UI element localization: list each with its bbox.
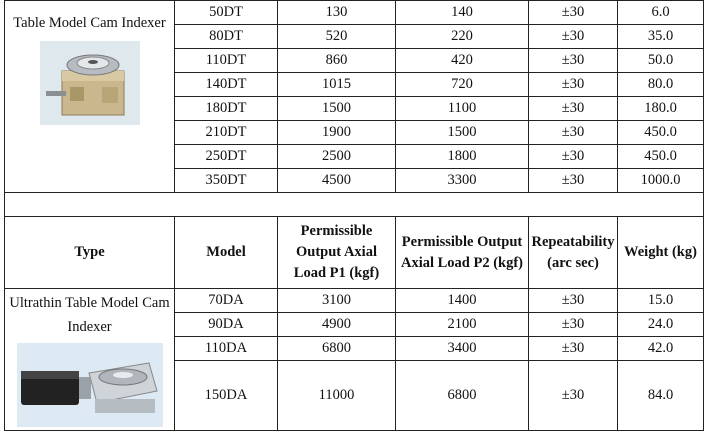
weight-cell: 35.0 (618, 25, 704, 49)
p2-cell: 2100 (396, 313, 529, 337)
model-cell: 50DT (175, 1, 278, 25)
spacer-row (5, 193, 704, 217)
p2-cell: 1500 (396, 121, 529, 145)
ultrathin-cam-indexer-photo-icon (17, 343, 163, 427)
weight-cell: 80.0 (618, 73, 704, 97)
repeatability-cell: ±30 (529, 49, 618, 73)
p2-cell: 6800 (396, 361, 529, 431)
p1-cell: 11000 (278, 361, 396, 431)
weight-cell: 180.0 (618, 97, 704, 121)
weight-cell: 450.0 (618, 145, 704, 169)
p2-cell: 720 (396, 73, 529, 97)
weight-cell: 50.0 (618, 49, 704, 73)
repeatability-cell: ±30 (529, 145, 618, 169)
type-label: Ultrathin Table Model Cam Indexer (9, 295, 170, 335)
repeatability-cell: ±30 (529, 289, 618, 313)
p1-cell: 860 (278, 49, 396, 73)
repeatability-cell: ±30 (529, 25, 618, 49)
type-cell-ultrathin (5, 289, 175, 431)
table-row (5, 1, 704, 25)
spacer-cell (5, 193, 704, 217)
header-p1: Permissible Output Axial Load P1 (kgf) (278, 217, 396, 289)
weight-cell: 450.0 (618, 121, 704, 145)
repeatability-cell: ±30 (529, 1, 618, 25)
header-type: Type (5, 217, 175, 289)
p1-cell: 2500 (278, 145, 396, 169)
model-cell: 110DA (175, 337, 278, 361)
repeatability-cell: ±30 (529, 73, 618, 97)
p2-cell: 420 (396, 49, 529, 73)
header-row (5, 217, 704, 289)
type-label: Table Model Cam Indexer (13, 15, 166, 31)
p1-cell: 1500 (278, 97, 396, 121)
repeatability-cell: ±30 (529, 361, 618, 431)
model-cell: 70DA (175, 289, 278, 313)
weight-cell: 84.0 (618, 361, 704, 431)
repeatability-cell: ±30 (529, 169, 618, 193)
model-cell: 90DA (175, 313, 278, 337)
p1-cell: 6800 (278, 337, 396, 361)
header-weight: Weight (kg) (618, 217, 704, 289)
p2-cell: 1800 (396, 145, 529, 169)
model-cell: 150DA (175, 361, 278, 431)
table-row (5, 289, 704, 313)
model-cell: 250DT (175, 145, 278, 169)
p2-cell: 140 (396, 1, 529, 25)
weight-cell: 6.0 (618, 1, 704, 25)
weight-cell: 15.0 (618, 289, 704, 313)
p2-cell: 1400 (396, 289, 529, 313)
model-cell: 180DT (175, 97, 278, 121)
model-cell: 110DT (175, 49, 278, 73)
repeatability-cell: ±30 (529, 121, 618, 145)
weight-cell: 1000.0 (618, 169, 704, 193)
weight-cell: 24.0 (618, 313, 704, 337)
cam-indexer-spec-table (4, 0, 704, 431)
model-cell: 140DT (175, 73, 278, 97)
p2-cell: 1100 (396, 97, 529, 121)
weight-cell: 42.0 (618, 337, 704, 361)
repeatability-cell: ±30 (529, 337, 618, 361)
p1-cell: 1900 (278, 121, 396, 145)
p1-cell: 1015 (278, 73, 396, 97)
repeatability-cell: ±30 (529, 97, 618, 121)
p2-cell: 220 (396, 25, 529, 49)
spec-table-container (4, 0, 703, 431)
table-model-cam-indexer-photo-icon (40, 41, 140, 125)
model-cell: 350DT (175, 169, 278, 193)
p1-cell: 3100 (278, 289, 396, 313)
p1-cell: 520 (278, 25, 396, 49)
model-cell: 80DT (175, 25, 278, 49)
type-cell-table-model (5, 1, 175, 193)
model-cell: 210DT (175, 121, 278, 145)
p2-cell: 3300 (396, 169, 529, 193)
p1-cell: 130 (278, 1, 396, 25)
header-repeatability: Repeatability (arc sec) (529, 217, 618, 289)
p2-cell: 3400 (396, 337, 529, 361)
p1-cell: 4500 (278, 169, 396, 193)
header-model: Model (175, 217, 278, 289)
header-p2: Permissible Output Axial Load P2 (kgf) (396, 217, 529, 289)
p1-cell: 4900 (278, 313, 396, 337)
repeatability-cell: ±30 (529, 313, 618, 337)
